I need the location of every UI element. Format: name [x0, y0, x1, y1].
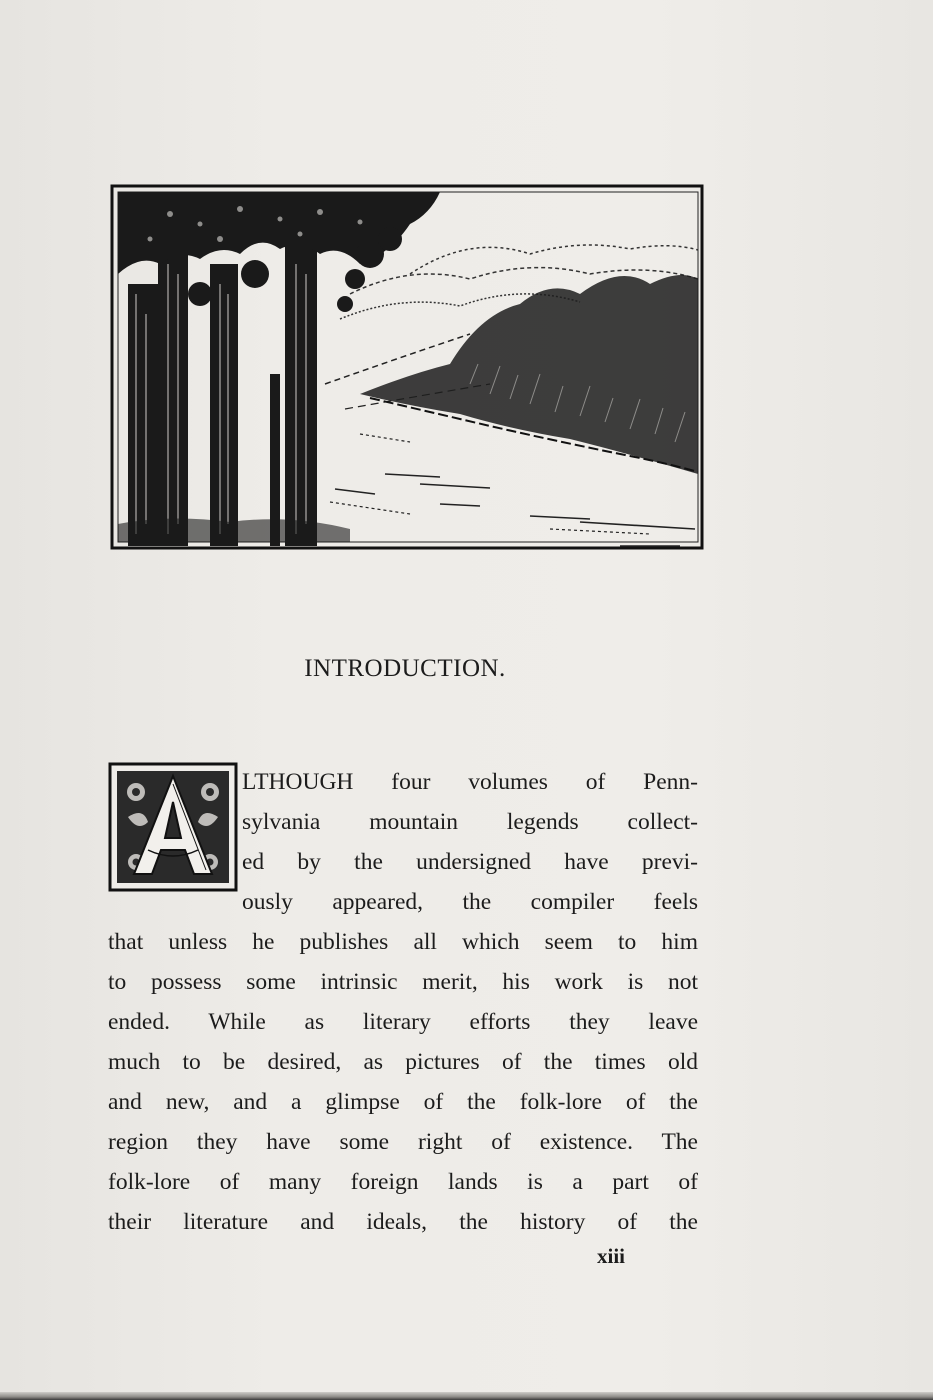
page-number: xiii [597, 1244, 626, 1268]
text-line: ended. While as literary efforts they leave [108, 1009, 698, 1035]
introduction-paragraph [108, 762, 698, 1242]
text-line: sylvania mountain legends collect- [242, 809, 698, 835]
chapter-title: INTRODUCTION. [304, 655, 506, 682]
landscape-illustration [110, 184, 706, 554]
text-line: and new, and a glimpse of the folk-lore of the [108, 1089, 698, 1115]
text-line: their literature and ideals, the history of the [108, 1209, 698, 1235]
text-line: to possess some intrinsic merit, his work is not [108, 969, 698, 995]
text-line: ously appeared, the compiler feels [242, 889, 698, 915]
text-line: folk-lore of many foreign lands is a part of [108, 1169, 698, 1195]
page-edge-shadow [0, 1392, 933, 1400]
text-line: region they have some right of existence. The [108, 1129, 698, 1155]
text-line: ed by the undersigned have previ- [242, 849, 698, 875]
text-line: LTHOUGH four volumes of Penn- [242, 769, 698, 795]
text-line: much to be desired, as pictures of the times old [108, 1049, 698, 1075]
text-line: that unless he publishes all which seem to him [108, 929, 698, 955]
